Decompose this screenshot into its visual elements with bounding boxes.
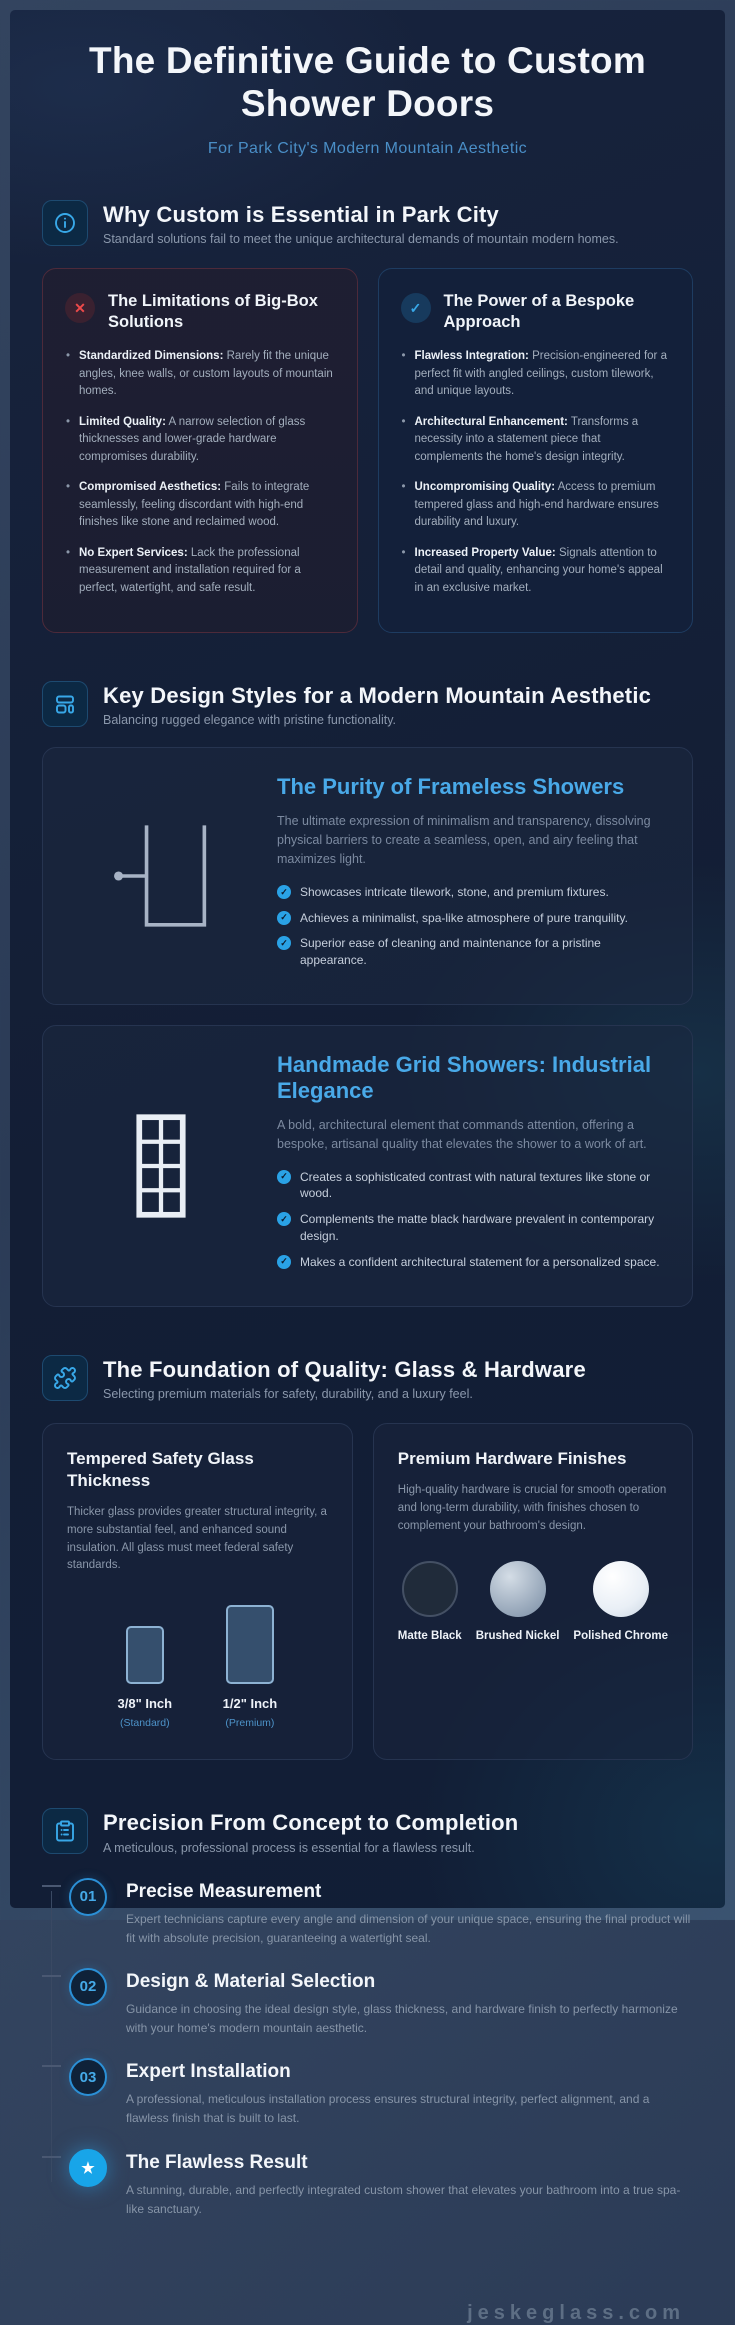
section-process — [10, 1808, 725, 2246]
section-why-sub: Standard solutions fail to meet the unique architectural demands of mountain modern homes. — [103, 232, 619, 246]
timeline-tick — [42, 2156, 61, 2158]
check-icon — [401, 293, 431, 323]
card-frameless-title: The Purity of Frameless Showers — [277, 774, 664, 800]
timeline-tick — [42, 2065, 61, 2067]
card-hardware-title: Premium Hardware Finishes — [398, 1448, 668, 1470]
pane-tier: (Premium) — [225, 1717, 274, 1729]
section-styles-header — [42, 681, 693, 727]
process-step-2 — [42, 1971, 693, 2038]
step-desc: Guidance in choosing the ideal design style, glass thickness, and hardware finish to perfectly harmonize with your home's modern mountain aesthetic. — [126, 2000, 693, 2038]
infographic-page — [10, 10, 725, 1908]
list-item: ✓ Superior ease of cleaning and maintenance for a pristine appearance. — [277, 935, 664, 969]
section-design-styles — [10, 681, 725, 1307]
list-item: • Standardized Dimensions: Rarely fit the unique angles, knee walls, or custom layouts of mountain homes. — [65, 348, 335, 400]
glass-pane-icon — [226, 1605, 274, 1684]
finish-label: Polished Chrome — [573, 1630, 668, 1642]
brushed-nickel-swatch-icon — [490, 1561, 546, 1617]
process-step-result — [42, 2152, 693, 2219]
process-steps — [42, 1881, 693, 2247]
list-item: ✓ Creates a sophisticated contrast with natural textures like stone or wood. — [277, 1169, 664, 1203]
check-circle-icon — [277, 1255, 291, 1269]
card-grid-body — [277, 1052, 664, 1280]
process-step-1 — [42, 1881, 693, 1948]
card-bespoke — [378, 268, 694, 633]
check-circle-icon — [277, 885, 291, 899]
section-quality — [10, 1355, 725, 1761]
card-frameless-body — [277, 774, 664, 978]
section-styles-titles — [103, 681, 651, 727]
glass-pane-icon — [126, 1626, 164, 1684]
page-title: The Definitive Guide to Custom Shower Doors — [50, 40, 685, 126]
page-subtitle: For Park City's Modern Mountain Aesthetic — [50, 140, 685, 158]
section-process-header — [42, 1808, 693, 1854]
list-item: • Uncompromising Quality: Access to premium tempered glass and high-end hardware ensures durability and luxury. — [401, 479, 671, 531]
finish-brushed-nickel — [476, 1561, 560, 1642]
list-item: • Increased Property Value: Signals attention to detail and quality, enhancing your home's appeal in an exclusive market. — [401, 545, 671, 597]
section-process-heading: Precision From Concept to Completion — [103, 1808, 518, 1835]
list-item: • Limited Quality: A narrow selection of glass thicknesses and lower-grade hardware compromises durability. — [65, 414, 335, 466]
check-circle-icon — [277, 911, 291, 925]
finish-swatches — [398, 1561, 668, 1642]
card-grid-shower — [42, 1025, 693, 1307]
info-icon — [42, 200, 88, 246]
section-quality-titles — [103, 1355, 586, 1401]
star-icon — [69, 2149, 107, 2187]
list-item: • No Expert Services: Lack the professional measurement and installation required for a perfect, watertight, and safe result. — [65, 545, 335, 597]
frameless-shower-icon — [71, 820, 251, 932]
site-name: jeskeglass.com — [467, 2302, 685, 2324]
finish-label: Matte Black — [398, 1630, 462, 1642]
section-styles-sub: Balancing rugged elegance with pristine functionality. — [103, 713, 651, 727]
section-why-titles — [103, 200, 619, 246]
footer — [10, 2276, 725, 2325]
section-process-titles — [103, 1808, 518, 1854]
card-limitations-header — [65, 291, 335, 332]
card-frameless — [42, 747, 693, 1005]
clipboard-icon — [42, 1808, 88, 1854]
card-grid-title: Handmade Grid Showers: Industrial Elegance — [277, 1052, 664, 1105]
section-why-heading: Why Custom is Essential in Park City — [103, 200, 619, 227]
card-grid-desc: A bold, architectural element that commands attention, offering a bespoke, artisanal quality that elevates the shower to a work of art. — [277, 1116, 664, 1155]
step-title: Precise Measurement — [126, 1881, 693, 1903]
card-frameless-desc: The ultimate expression of minimalism and transparency, dissolving physical barriers to create a seamless, open, and airy feeling that maximizes light. — [277, 812, 664, 870]
timeline-tick — [42, 1975, 61, 1977]
step-desc: A professional, meticulous installation process ensures structural integrity, perfect alignment, and a flawless finish that is built to last. — [126, 2090, 693, 2128]
finish-polished-chrome — [573, 1561, 668, 1642]
step-title: Expert Installation — [126, 2061, 693, 2083]
limitations-list — [65, 348, 335, 597]
step-desc: A stunning, durable, and perfectly integrated custom shower that elevates your bathroom into a true spa-like sanctuary. — [126, 2181, 693, 2219]
list-item: ✓ Complements the matte black hardware prevalent in contemporary design. — [277, 1211, 664, 1245]
process-step-3 — [42, 2061, 693, 2128]
list-item: ✓ Showcases intricate tilework, stone, and premium fixtures. — [277, 884, 664, 901]
section-why-custom — [10, 200, 725, 633]
section-quality-header — [42, 1355, 693, 1401]
card-bespoke-title: The Power of a Bespoke Approach — [444, 291, 671, 332]
check-circle-icon — [277, 1170, 291, 1184]
layout-icon — [42, 681, 88, 727]
section-styles-heading: Key Design Styles for a Modern Mountain Aesthetic — [103, 681, 651, 708]
list-item: ✓ Achieves a minimalist, spa-like atmosphere of pure tranquility. — [277, 910, 664, 927]
grid-bullets — [277, 1169, 664, 1271]
step-number-badge: 01 — [69, 1878, 107, 1916]
check-circle-icon — [277, 936, 291, 950]
pane-label: 3/8" Inch — [118, 1696, 173, 1711]
section-quality-sub: Selecting premium materials for safety, durability, and a luxury feel. — [103, 1387, 586, 1401]
list-item: ✓ Makes a confident architectural statement for a personalized space. — [277, 1254, 664, 1271]
card-hardware-desc: High-quality hardware is crucial for smooth operation and long-term durability, with finishes chosen to complement your bathroom's design. — [398, 1482, 668, 1535]
card-limitations-title: The Limitations of Big-Box Solutions — [108, 291, 335, 332]
list-item: • Architectural Enhancement: Transforms a necessity into a statement piece that complements the home's design integrity. — [401, 414, 671, 466]
card-hardware-finishes — [373, 1423, 693, 1760]
matte-black-swatch-icon — [402, 1561, 458, 1617]
header — [10, 10, 725, 158]
section-quality-heading: The Foundation of Quality: Glass & Hardware — [103, 1355, 586, 1382]
section-why-header — [42, 200, 693, 246]
x-icon — [65, 293, 95, 323]
finish-label: Brushed Nickel — [476, 1630, 560, 1642]
step-number-badge: 02 — [69, 1968, 107, 2006]
polished-chrome-swatch-icon — [593, 1561, 649, 1617]
pane-label: 1/2" Inch — [223, 1696, 278, 1711]
grid-shower-icon — [71, 1114, 251, 1218]
card-glass-title: Tempered Safety Glass Thickness — [67, 1448, 328, 1492]
card-limitations — [42, 268, 358, 633]
frameless-bullets — [277, 884, 664, 969]
puzzle-icon — [42, 1355, 88, 1401]
glass-pane-standard — [118, 1626, 173, 1729]
section-process-sub: A meticulous, professional process is essential for a flawless result. — [103, 1841, 518, 1855]
why-cards — [42, 268, 693, 633]
pane-tier: (Standard) — [120, 1717, 170, 1729]
timeline-tick — [42, 1885, 61, 1887]
glass-pane-premium — [223, 1605, 278, 1729]
step-title: The Flawless Result — [126, 2152, 693, 2174]
check-circle-icon — [277, 1212, 291, 1226]
finish-matte-black — [398, 1561, 462, 1642]
step-desc: Expert technicians capture every angle and dimension of your unique space, ensuring the final product will fit with absolute precision, guaranteeing a watertight seal. — [126, 1910, 693, 1948]
glass-panes — [67, 1605, 328, 1735]
list-item: • Compromised Aesthetics: Fails to integrate seamlessly, feeling discordant with high-end finishes like stone and reclaimed wood. — [65, 479, 335, 531]
bespoke-list — [401, 348, 671, 597]
step-title: Design & Material Selection — [126, 1971, 693, 1993]
list-item: • Flawless Integration: Precision-engineered for a perfect fit with angled ceilings, custom tilework, and unique layouts. — [401, 348, 671, 400]
quality-cards — [42, 1423, 693, 1760]
card-bespoke-header — [401, 291, 671, 332]
card-glass-desc: Thicker glass provides greater structural integrity, a more substantial feel, and enhanced sound insulation. All glass must meet federal safety standards. — [67, 1504, 328, 1575]
card-glass-thickness — [42, 1423, 353, 1760]
step-number-badge: 03 — [69, 2058, 107, 2096]
